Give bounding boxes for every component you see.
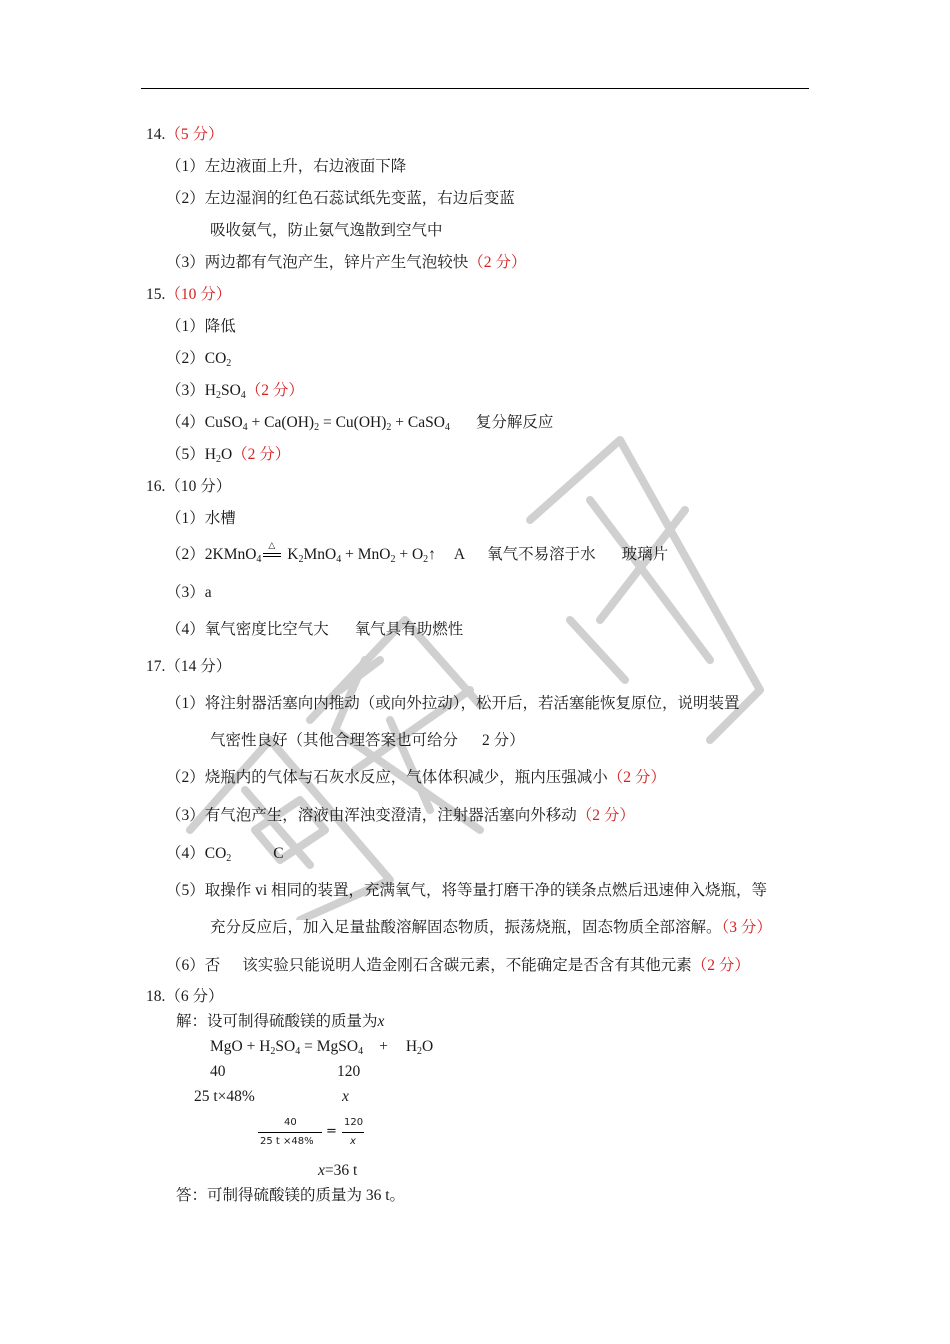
q15-line-3-formula: SO xyxy=(220,382,241,399)
subscript: 2 xyxy=(386,422,392,433)
q17-number: 17. xyxy=(146,658,166,675)
q17-line-5 xyxy=(166,844,284,864)
q17-line-3-score: （2 分） xyxy=(607,769,666,786)
q16-line-3: （3）a xyxy=(166,584,212,601)
subscript: 4 xyxy=(240,390,246,401)
q14-line-1: （1）左边液面上升，右边液面下降 xyxy=(166,158,407,175)
subscript: 2 xyxy=(215,390,221,401)
frac-right-bar xyxy=(342,1132,364,1133)
q14-line-4-score: （2 分） xyxy=(468,254,527,271)
q15-line-5-score: （2 分） xyxy=(232,446,291,463)
q17-line-8-score: （2 分） xyxy=(691,957,750,974)
q15-score: （10 分） xyxy=(165,286,232,303)
frac-right-denominator: x xyxy=(350,1136,356,1147)
subscript: 4 xyxy=(444,422,450,433)
q15-number: 15. xyxy=(146,286,166,303)
q18-mass-mgso4: 120 xyxy=(337,1063,361,1080)
q17-line-2 xyxy=(210,731,525,751)
q16-line-2-k: K xyxy=(283,546,299,563)
subscript: 2 xyxy=(215,454,221,465)
q14-score: （5 分） xyxy=(165,126,224,143)
q16-line-2-mno2: + MnO xyxy=(341,546,391,563)
q16-line-2-o2: + O xyxy=(395,546,424,563)
q15-line-2-text: （2）CO xyxy=(166,350,227,367)
q17-line-2-text: 气密性良好（其他合理答案也可给分 xyxy=(210,732,459,749)
q16-number: 16. xyxy=(146,478,166,495)
q18-mass-mgo: 40 xyxy=(210,1063,226,1080)
subscript: 2 xyxy=(298,554,304,565)
q18-solve-text: 解：设可制得硫酸镁的质量为 xyxy=(176,1013,378,1030)
q18-answer: 答：可制得硫酸镁的质量为 36 t。 xyxy=(176,1187,406,1204)
watermark xyxy=(150,360,850,920)
q17-line-7 xyxy=(210,918,772,938)
q17-line-4-score: （2 分） xyxy=(576,807,635,824)
q15-line-5 xyxy=(166,445,290,465)
header-rule xyxy=(141,88,809,89)
q16-line-1: （1）水槽 xyxy=(166,510,236,527)
q17-line-3 xyxy=(166,768,666,788)
q15-line-5-post: O xyxy=(220,446,233,463)
q15-line-5-text: （5）H xyxy=(166,446,216,463)
q15-line-4 xyxy=(166,413,553,433)
q16-line-2-c: 玻璃片 xyxy=(621,546,669,563)
subscript: 4 xyxy=(295,1046,301,1057)
q15-line-3 xyxy=(166,381,304,401)
q18-solve-line xyxy=(176,1012,384,1032)
frac-left-numerator: 40 xyxy=(284,1117,297,1128)
heat-triangle-icon: △ xyxy=(268,541,276,551)
q16-score: （10 分） xyxy=(165,478,232,495)
q14-number: 14. xyxy=(146,126,166,143)
q16-line-4 xyxy=(166,620,463,640)
q18-unknown: x xyxy=(342,1088,349,1105)
q17-line-7-text: 充分反应后，加入足量盐酸溶解固态物质，振荡烧瓶，固态物质全部溶解。 xyxy=(210,919,722,936)
q14-line-4 xyxy=(166,253,526,273)
q16-line-2 xyxy=(166,541,669,565)
q16-line-2-mno4: MnO xyxy=(303,546,337,563)
frac-left-bar xyxy=(258,1132,322,1133)
frac-equals: = xyxy=(326,1124,337,1139)
q18-eq-plus: + xyxy=(379,1038,388,1055)
q17-line-4 xyxy=(166,806,635,826)
subscript: 4 xyxy=(358,1046,364,1057)
frac-left-denominator: 25 t ×48% xyxy=(260,1136,314,1147)
q18-heading xyxy=(146,987,224,1007)
q17-line-1: （1）将注射器活塞向内推动（或向外拉动），松开后，若活塞能恢复原位，说明装置 xyxy=(166,695,740,712)
q16-line-2-a: A xyxy=(453,546,466,563)
subscript: 2 xyxy=(270,1046,276,1057)
q14-line-2: （2）左边湿润的红色石蕊试纸先变蓝，右边后变蓝 xyxy=(166,190,515,207)
q18-eq-a: MgO + H xyxy=(210,1038,271,1055)
subscript: 4 xyxy=(256,554,262,565)
q15-line-3-text: （3）H xyxy=(166,382,216,399)
q17-line-5-text: （4）CO xyxy=(166,845,227,862)
q17-line-8-a: （6）否 xyxy=(166,957,221,974)
q18-eq-b: SO xyxy=(275,1038,296,1055)
q18-variable: x xyxy=(377,1013,385,1030)
heating-condition xyxy=(261,541,283,561)
q17-line-3-text: （2）烧瓶内的气体与石灰水反应，气体体积减少，瓶内压强减小 xyxy=(166,769,608,786)
q17-line-5-c: C xyxy=(273,845,284,862)
q16-line-4-a: （4）氧气密度比空气大 xyxy=(166,621,329,638)
q15-line-2 xyxy=(166,349,231,369)
q17-line-7-score: （3 分） xyxy=(721,919,772,936)
q16-line-2-b: 氧气不易溶于水 xyxy=(487,546,596,563)
subscript: 2 xyxy=(417,1046,423,1057)
q14-line-4-text: （3）两边都有气泡产生，锌片产生气泡较快 xyxy=(166,254,469,271)
q15-line-4-b: = Cu(OH) xyxy=(319,414,387,431)
q15-heading xyxy=(146,285,231,305)
q15-line-4-c: + CaSO xyxy=(391,414,445,431)
q17-line-6: （5）取操作 vi 相同的装置，充满氧气，将等量打磨干净的镁条点燃后迅速伸入烧瓶，等 xyxy=(166,882,768,899)
q18-eq-c: = MgSO xyxy=(300,1038,359,1055)
q14-heading xyxy=(146,125,224,145)
subscript: 4 xyxy=(336,554,342,565)
q17-line-4-text: （3）有气泡产生，溶液由浑浊变澄清，注射器活塞向外移动 xyxy=(166,807,577,824)
subscript: 2 xyxy=(314,422,320,433)
subscript: 4 xyxy=(242,422,248,433)
q18-result xyxy=(318,1161,357,1181)
q17-line-2-score: 2 分） xyxy=(482,732,525,749)
q18-equation xyxy=(210,1037,433,1057)
q15-line-1: （1）降低 xyxy=(166,318,236,335)
q16-heading xyxy=(146,477,231,497)
subscript: 2 xyxy=(226,853,232,864)
q16-line-2-text: （2）2KMnO xyxy=(166,546,257,563)
subscript: 2 xyxy=(390,554,396,565)
q15-line-4-text: （4）CuSO xyxy=(166,414,243,431)
q18-result-var: x xyxy=(318,1162,325,1179)
q15-line-3-score: （2 分） xyxy=(245,382,304,399)
q18-proportion xyxy=(258,1117,370,1151)
subscript: 2 xyxy=(423,554,429,565)
q17-line-8-b: 该实验只能说明人造金刚石含碳元素，不能确定是否含有其他元素 xyxy=(242,957,692,974)
q16-line-4-b: 氧气具有助燃性 xyxy=(354,621,464,638)
q18-result-value: =36 t xyxy=(324,1162,358,1179)
q18-score: （6 分） xyxy=(165,988,224,1005)
q17-line-8 xyxy=(166,956,750,976)
q18-given: 25 t×48% xyxy=(194,1088,255,1105)
q18-eq-h: H xyxy=(405,1038,418,1055)
subscript: 2 xyxy=(226,358,232,369)
q15-line-4-type: 复分解反应 xyxy=(475,414,554,431)
q17-score: （14 分） xyxy=(165,658,232,675)
up-arrow-icon: ↑ xyxy=(428,546,436,563)
q17-heading xyxy=(146,657,231,677)
q14-line-3: 吸收氨气，防止氨气逸散到空气中 xyxy=(210,222,443,239)
frac-right-numerator: 120 xyxy=(344,1117,364,1128)
q15-line-4-a: + Ca(OH) xyxy=(247,414,315,431)
q18-eq-o: O xyxy=(422,1038,434,1055)
q18-number: 18. xyxy=(146,988,166,1005)
